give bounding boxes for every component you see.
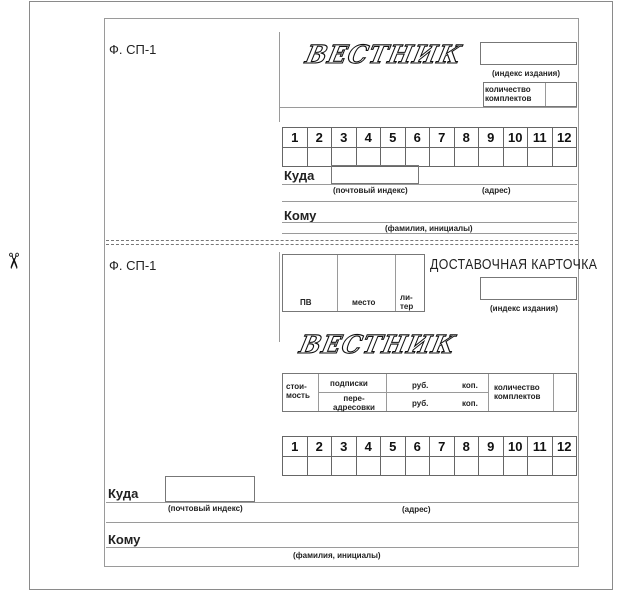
top-sets-label: количество комплектов: [485, 85, 532, 103]
top-divider: [279, 32, 280, 122]
month-cell[interactable]: 8: [455, 437, 480, 476]
top-whom-label: Кому: [284, 208, 317, 223]
rub-label-2: руб.: [412, 399, 429, 408]
bottom-index-box[interactable]: [480, 277, 577, 300]
top-index-box[interactable]: [480, 42, 577, 65]
top-address-caption: (адрес): [482, 186, 511, 195]
month-cell[interactable]: 10: [504, 437, 529, 476]
subscription-label: подписки: [330, 379, 368, 388]
bottom-where-label: Куда: [108, 486, 139, 501]
top-months-grid[interactable]: [282, 127, 577, 167]
place-label: место: [352, 298, 376, 307]
bottom-whom-label: Кому: [108, 532, 141, 547]
bottom-address-line: [106, 522, 578, 523]
top-postal-box[interactable]: [331, 165, 419, 184]
top-name-caption: (фамилия, инициалы): [385, 224, 473, 233]
month-cell[interactable]: 7: [430, 128, 455, 167]
top-whom-line: [282, 222, 577, 223]
month-cell[interactable]: 1: [283, 437, 308, 476]
bottom-postal-caption: (почтовый индекс): [168, 504, 243, 513]
top-sets-divider: [545, 83, 546, 106]
bottom-whom-line: [106, 547, 578, 548]
month-cell[interactable]: 1: [283, 128, 308, 167]
top-index-caption: (индекс издания): [492, 69, 561, 78]
place-divider: [395, 255, 396, 311]
bottom-postal-box[interactable]: [165, 476, 255, 502]
cut-line-2: [106, 244, 578, 245]
month-cell[interactable]: 6: [406, 128, 431, 167]
month-cell[interactable]: 12: [553, 128, 578, 167]
readdress-label: пере- адресовки: [333, 394, 375, 412]
cost-middle-line: [319, 392, 488, 393]
top-where-label: Куда: [284, 168, 315, 183]
sets-divider-right: [553, 374, 554, 411]
bottom-index-caption: (индекс издания): [490, 304, 559, 313]
bottom-form-code: Ф. СП-1: [109, 258, 157, 273]
bottom-months-grid[interactable]: [282, 436, 577, 476]
top-address-line: [282, 201, 577, 202]
kop-label-2: коп.: [462, 399, 478, 408]
month-cell[interactable]: 11: [528, 437, 553, 476]
month-cell[interactable]: 2: [308, 437, 333, 476]
bottom-publication-title: ВЕСТНИК: [296, 330, 459, 359]
bottom-name-caption: (фамилия, инициалы): [293, 551, 381, 560]
bottom-address-caption: (адрес): [402, 505, 431, 514]
month-cell[interactable]: 9: [479, 437, 504, 476]
month-cell[interactable]: 4: [357, 437, 382, 476]
rub-label-1: руб.: [412, 381, 429, 390]
top-header-line: [280, 107, 577, 108]
month-cell[interactable]: 11: [528, 128, 553, 167]
month-cell[interactable]: 5: [381, 437, 406, 476]
bottom-sets-label: количество комплектов: [494, 383, 541, 401]
top-postal-caption: (почтовый индекс): [333, 186, 408, 195]
sets-divider-left: [488, 374, 489, 411]
month-cell[interactable]: 4: [357, 128, 382, 167]
month-cell[interactable]: 12: [553, 437, 578, 476]
bottom-divider: [279, 252, 280, 342]
cut-line: [106, 240, 578, 241]
scissors-icon: ✂: [1, 251, 27, 271]
pv-label: ПВ: [300, 298, 312, 307]
delivery-card-title: ДОСТАВОЧНАЯ КАРТОЧКА: [430, 256, 598, 273]
top-where-line: [282, 184, 577, 185]
bottom-where-line: [106, 502, 578, 503]
pv-divider: [337, 255, 338, 311]
month-cell[interactable]: 3: [332, 437, 357, 476]
top-form-code: Ф. СП-1: [109, 42, 157, 57]
month-cell[interactable]: 2: [308, 128, 333, 167]
month-cell[interactable]: 5: [381, 128, 406, 167]
kop-label-1: коп.: [462, 381, 478, 390]
top-bottom-line: [282, 233, 577, 234]
month-cell[interactable]: 9: [479, 128, 504, 167]
liter-label: ли- тер: [400, 293, 414, 311]
month-cell[interactable]: 6: [406, 437, 431, 476]
top-publication-title: ВЕСТНИК: [302, 40, 465, 69]
month-cell[interactable]: 7: [430, 437, 455, 476]
month-cell[interactable]: 10: [504, 128, 529, 167]
cost-label: стои- мость: [286, 382, 310, 400]
month-cell[interactable]: 3: [332, 128, 357, 167]
month-cell[interactable]: 8: [455, 128, 480, 167]
